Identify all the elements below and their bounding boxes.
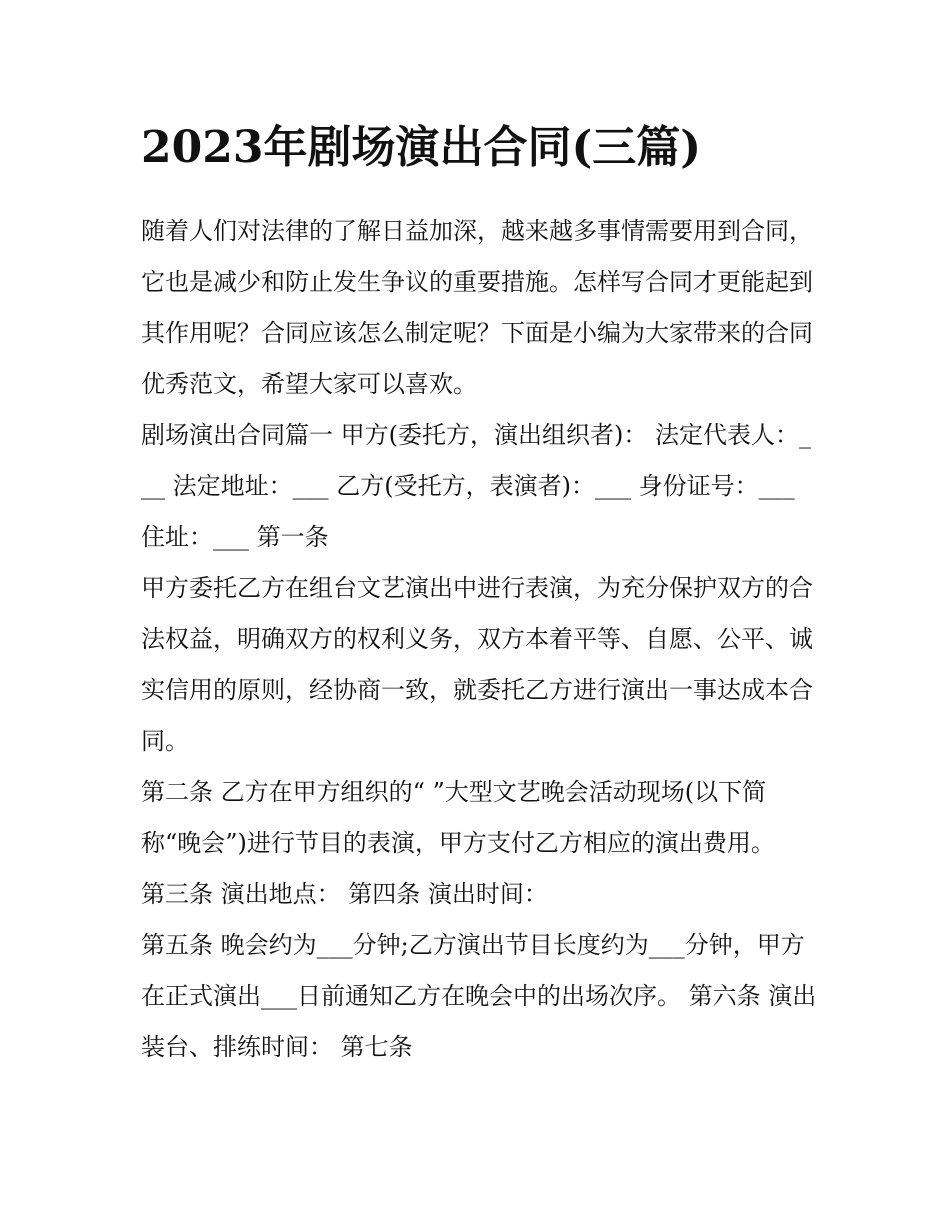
article-one-paragraph: 甲方委托乙方在组台文艺演出中进行表演，为充分保护双方的合法权益，明确双方的权利义务，双方本着平等、自愿、公平、诚实信用的原则，经协商一致，就委托乙方进行演出一事达成本合同。 bbox=[141, 574, 813, 755]
document-title: 2023年剧场演出合同(三篇) bbox=[141, 122, 702, 173]
article-five-seven-paragraph: 第五条 晚会约为___分钟;乙方演出节目长度约为___分钟，甲方在正式演出___日前通知乙方在晚会中的出场次序。 第六条 演出装台、排练时间： 第七条 bbox=[141, 931, 817, 1061]
address-paragraph: 住址：___ 第一条 bbox=[141, 523, 329, 551]
document-body bbox=[141, 112, 821, 1073]
article-two-paragraph: 第二条 乙方在甲方组织的“ ”大型文艺晚会活动现场(以下简称“晚会”)进行节目的表演，甲方支付乙方相应的演出费用。 bbox=[141, 778, 775, 857]
article-three-four-paragraph: 第三条 演出地点： 第四条 演出时间： bbox=[141, 880, 548, 908]
contract-parties-paragraph: 剧场演出合同篇一 甲方(委托方，演出组织者)： 法定代表人：___ 法定地址：___ 乙方(受托方，表演者)：___ 身份证号：___ bbox=[141, 421, 811, 500]
intro-paragraph: 随着人们对法律的了解日益加深，越来越多事情需要用到合同，它也是减少和防止发生争议的重要措施。怎样写合同才更能起到其作用呢？合同应该怎么制定呢？下面是小编为大家带来的合同优秀范文，希望大家可以喜欢。 bbox=[141, 217, 813, 398]
